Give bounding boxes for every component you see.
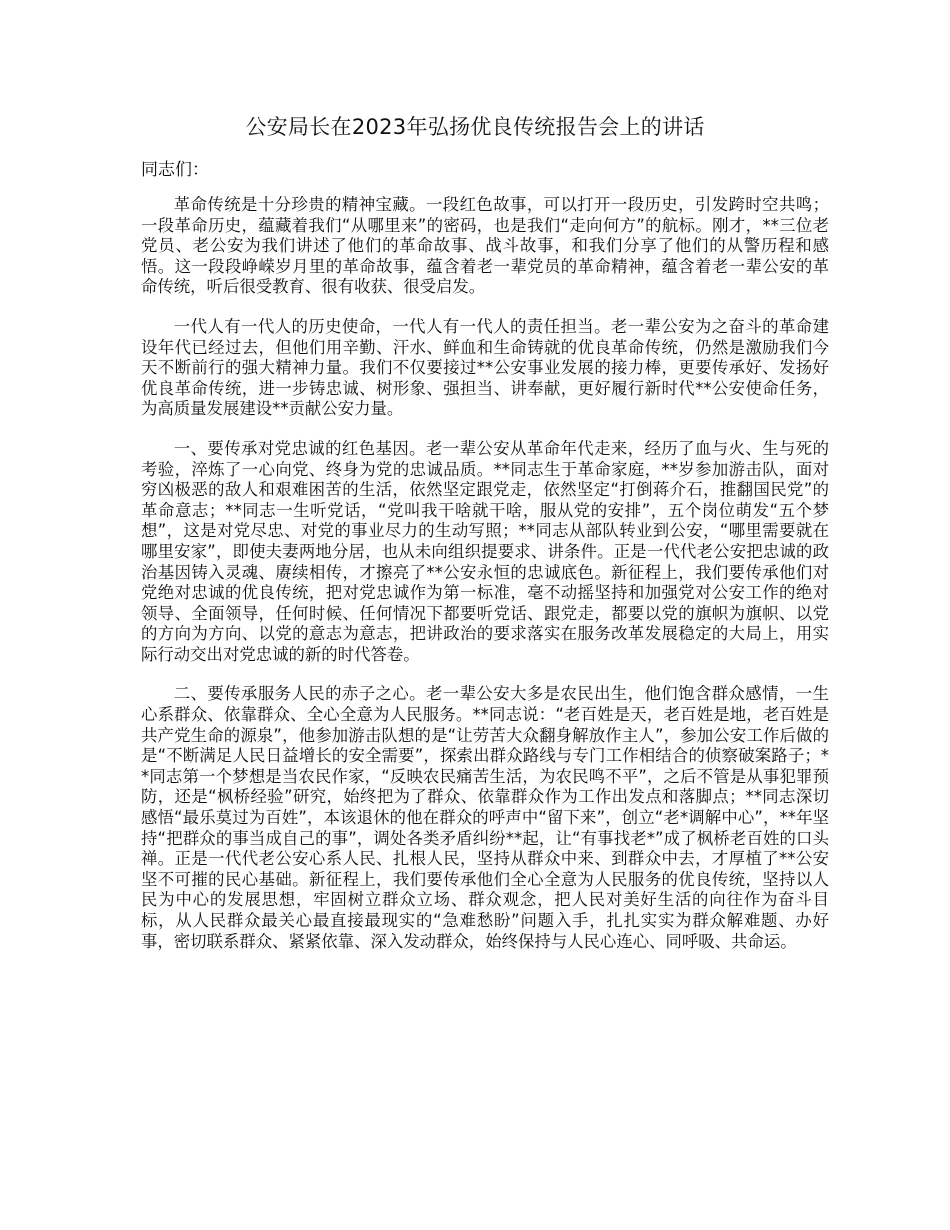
document-title: 公安局长在2023年弘扬优良传统报告会上的讲话 (245, 115, 705, 139)
paragraph-loyalty: 一、要传承对党忠诚的红色基因。老一辈公安从革命年代走来，经历了血与火、生与死的考验，淬炼了一心向党、终身为党的忠诚品质。**同志生于革命家庭，**岁参加游击队，面对穷凶极恶的敌人和艰难困苦的生活，依然坚定跟党走，依然坚定“打倒蒋介石，推翻国民党”的革命意志；**同志一生听党话，“党叫我干啥就干啥，服从党的安排”，五个岗位萌发“五个梦想”，这是对党尽忠、对党的事业尽力的生动写照；**同志从部队转业到公安，“哪里需要就在哪里安家”，即使夫妻两地分居，也从未向组织提要求、讲条件。正是一代代老公安把忠诚的政治基因铸入灵魂、赓续相传，才擦亮了**公安永恒的忠诚底色。新征程上，我们要传承他们对党绝对忠诚的优良传统，把对党忠诚作为第一标准，毫不动摇坚持和加强党对公安工作的绝对领导、全面领导，任何时候、任何情况下都要听党话、跟党走，都要以党的旗帜为旗帜、以党的方向为方向、以党的意志为意志，把讲政治的要求落实在服务改革发展稳定的大局上，用实际行动交出对党忠诚的新的时代答卷。 (141, 438, 829, 664)
paragraph-mission: 一代人有一代人的历史使命，一代人有一代人的责任担当。老一辈公安为之奋斗的革命建设年代已经过去，但他们用辛勤、汗水、鲜血和生命铸就的优良革命传统，仍然是激励我们今天不断前行的强大精神力量。我们不仅要接过**公安事业发展的接力棒，更要传承好、发扬好优良革命传统，进一步铸忠诚、树形象、强担当、讲奉献，更好履行新时代**公安使命任务，为高质量发展建设**贡献公安力量。 (141, 316, 829, 419)
salutation: 同志们： (141, 160, 209, 180)
paragraph-intro: 革命传统是十分珍贵的精神宝藏。一段红色故事，可以打开一段历史，引发跨时空共鸣；一段革命历史，蕴藏着我们“从哪里来”的密码，也是我们“走向何方”的航标。刚才，**三位老党员、老公安为我们讲述了他们的革命故事、战斗故事，和我们分享了他们的从警历程和感悟。这一段段峥嵘岁月里的革命故事，蕴含着老一辈党员的革命精神，蕴含着老一辈公安的革命传统，听后很受教育、很有收获、很受启发。 (141, 195, 829, 297)
document-body (141, 195, 829, 971)
paragraph-serve-people: 二、要传承服务人民的赤子之心。老一辈公安大多是农民出生，他们饱含群众感情，一生心系群众、依靠群众、全心全意为人民服务。**同志说：“老百姓是天，老百姓是地，老百姓是共产党生命的源泉”，他参加游击队想的是“让劳苦大众翻身解放作主人”，参加公安工作后做的是“不断满足人民日益增长的安全需要”，探索出群众路线与专门工作相结合的侦察破案路子；**同志第一个梦想是当农民作家，“反映农民痛苦生活，为农民鸣不平”，之后不管是从事犯罪预防，还是“枫桥经验”研究，始终把为了群众、依靠群众作为工作出发点和落脚点；**同志深切感悟“最乐莫过为百姓”，本该退休的他在群众的呼声中“留下来”，创立“老*调解中心”，**年坚持“把群众的事当成自己的事”，调处各类矛盾纠纷**起，让“有事找老*”成了枫桥老百姓的口头禅。正是一代代老公安心系人民、扎根人民，坚持从群众中来、到群众中去，才厚植了**公安坚不可摧的民心基础。新征程上，我们要传承他们全心全意为人民服务的优良传统，坚持以人民为中心的发展思想，牢固树立群众立场、群众观念，把人民对美好生活的向往作为奋斗目标，从人民群众最关心最直接最现实的“急难愁盼”问题入手，扎扎实实为群众解难题、办好事，密切联系群众、紧紧依靠、深入发动群众，始终保持与人民心连心、同呼吸、共命运。 (141, 684, 829, 951)
